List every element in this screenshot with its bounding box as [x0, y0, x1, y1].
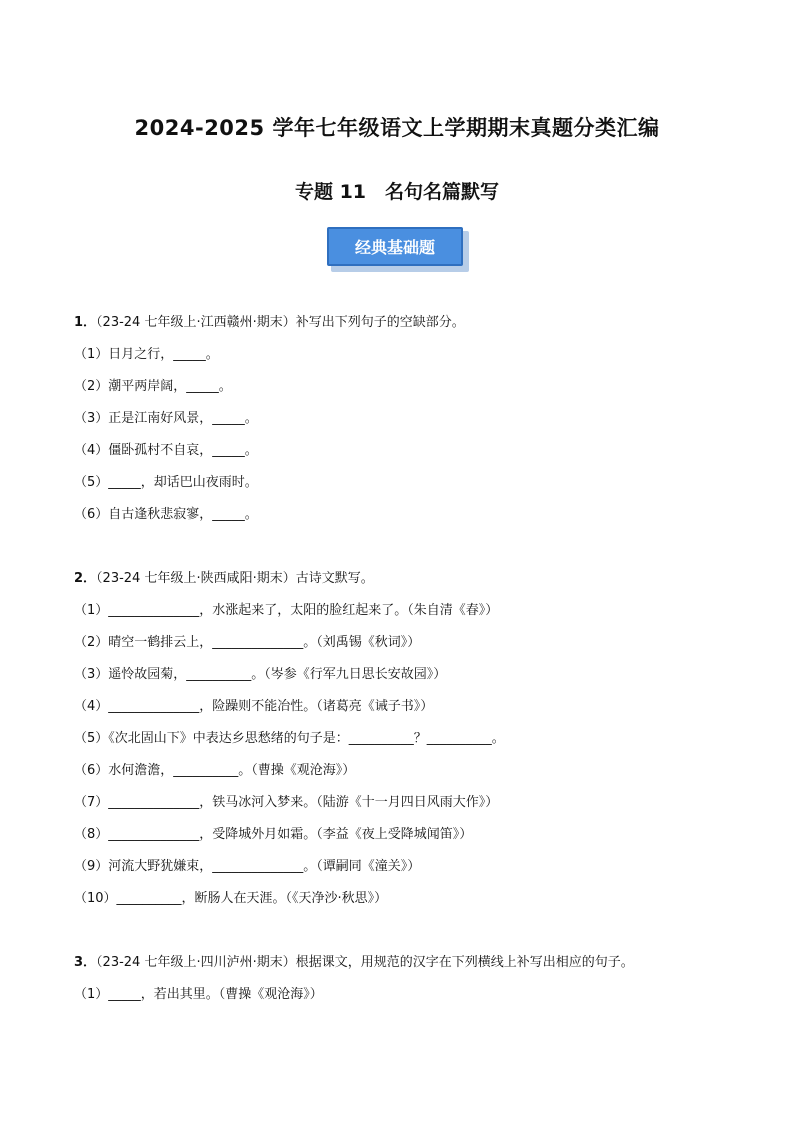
- question-number: 2．: [74, 571, 97, 586]
- question-source: （23-24 七年级上·陕西咸阳·期末）: [96, 571, 296, 586]
- spacer: [74, 920, 734, 952]
- question-item: （1）_____，若出其里。（曹操《观沧海》）: [74, 987, 323, 1002]
- question-item: （5）《次北固山下》中表达乡思愁绪的句子是：__________？__________。: [74, 731, 505, 746]
- spacer: [74, 536, 734, 568]
- section-badge: [327, 227, 469, 272]
- question-item: （4）______________，险躁则不能冶性。（诸葛亮《诫子书》）: [74, 699, 434, 714]
- document-title: 2024-2025 学年七年级语文上学期期末真题分类汇编: [134, 116, 660, 140]
- topic-subtitle: 专题 11 名句名篇默写: [294, 181, 500, 203]
- question-item: （6）自古逢秋悲寂寥，_____。: [74, 507, 258, 522]
- question-item: （3）遥怜故园菊，__________。（岑参《行军九日思长安故园》）: [74, 667, 447, 682]
- question-item: （1）日月之行，_____。: [74, 347, 219, 362]
- question-item: （6）水何澹澹，__________。（曹操《观沧海》）: [74, 763, 356, 778]
- question-item: （3）正是江南好风景，_____。: [74, 411, 258, 426]
- question-item: （7）______________，铁马冰河入梦来。（陆游《十一月四日风雨大作》）: [74, 795, 499, 810]
- question-prompt: 根据课文，用规范的汉字在下列横线上补写出相应的句子。: [295, 955, 634, 970]
- question-item: （1）______________，水涨起来了，太阳的脸红起来了。（朱自清《春》）: [74, 603, 499, 618]
- question-list: [74, 312, 734, 1016]
- question-number: 1．: [74, 315, 97, 330]
- question-number: 3．: [74, 955, 97, 970]
- question-item: （2）晴空一鹤排云上，______________。（刘禹锡《秋词》）: [74, 635, 421, 650]
- question-prompt: 补写出下列句子的空缺部分。: [295, 315, 465, 330]
- question-item: （9）河流大野犹嫌束，______________。（谭嗣同《潼关》）: [74, 859, 421, 874]
- question-prompt: 古诗文默写。: [295, 571, 374, 586]
- question-item: （5）_____，却话巴山夜雨时。: [74, 475, 258, 490]
- question-2-header: [74, 568, 734, 600]
- question-1-header: [74, 312, 734, 344]
- question-source: （23-24 七年级上·江西赣州·期末）: [96, 315, 296, 330]
- question-item: （4）僵卧孤村不自哀，_____。: [74, 443, 258, 458]
- question-item: （8）______________，受降城外月如霜。（李益《夜上受降城闻笛》）: [74, 827, 473, 842]
- question-item: （2）潮平两岸阔，_____。: [74, 379, 232, 394]
- question-3-header: [74, 952, 734, 984]
- badge-label: 经典基础题: [327, 227, 463, 266]
- question-item: （10）__________，断肠人在天涯。（《天净沙·秋思》）: [74, 891, 388, 906]
- question-source: （23-24 七年级上·四川泸州·期末）: [96, 955, 296, 970]
